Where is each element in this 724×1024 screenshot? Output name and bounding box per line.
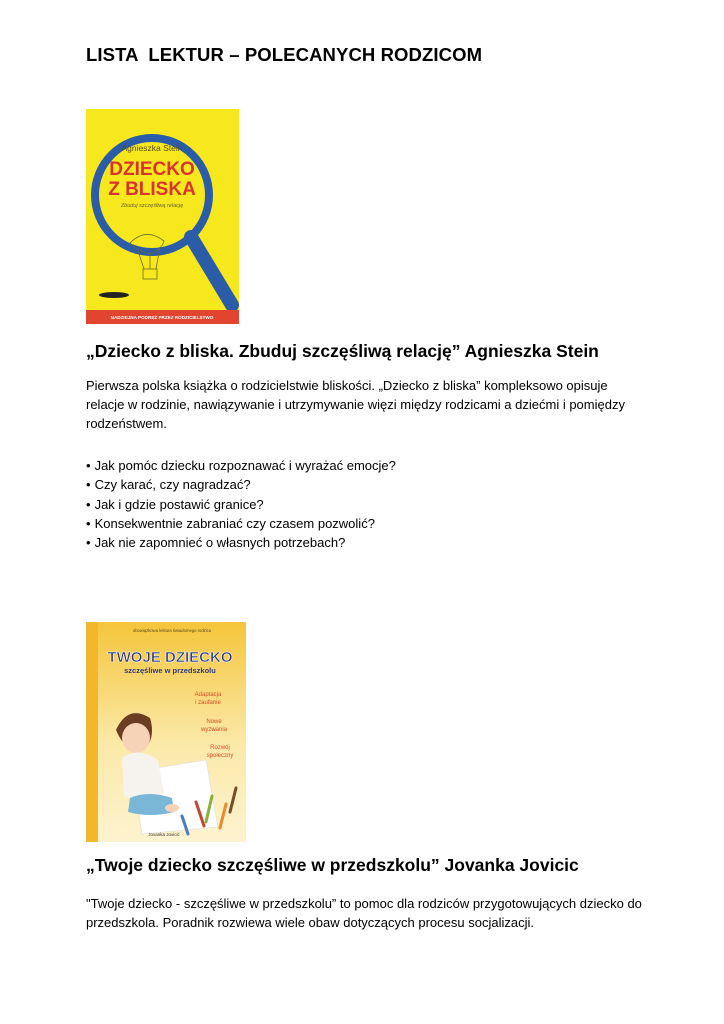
- bullet-icon: •: [86, 458, 91, 473]
- cover-tag: i zaufanie: [195, 700, 221, 706]
- cover-tag: wyzwania: [200, 727, 228, 733]
- cover-tag: Rozwój: [210, 745, 230, 751]
- bullet-icon: •: [86, 477, 91, 493]
- list-item-text: Czy karać, czy nagradzać?: [94, 477, 251, 493]
- page-title: LISTA LEKTUR – POLECANYCH RODZICOM: [86, 44, 483, 65]
- cover-illustration: [86, 109, 239, 324]
- cover-author: Agnieszka Stein: [121, 143, 183, 153]
- book-description-2: "Twoje dziecko - szczęśliwe w przedszkolu” to pomoc dla rodziców przygotowujących dziecko do przedszkola. Poradnik rozwiewa wiele obaw dotyczących procesu socjalizacji.: [86, 896, 642, 930]
- cover-title-line1: TWOJE DZIECKO: [107, 649, 233, 666]
- list-item-text: Jak pomóc dziecku rozpoznawać i wyrażać emocje?: [94, 458, 396, 473]
- list-item: [86, 456, 396, 475]
- book-title-1: „Dziecko z bliska. Zbuduj szczęśliwą relację” Agnieszka Stein: [86, 341, 599, 361]
- cover-subtitle: Zbuduj szczęśliwą relację: [120, 203, 184, 209]
- cover-title-line1: DZIECKO: [109, 159, 195, 180]
- list-item: [86, 475, 396, 494]
- book-cover-dziecko-z-bliska: [86, 109, 239, 324]
- list-item-text: Jak i gdzie postawić granice?: [94, 496, 264, 512]
- question-list: [86, 456, 396, 552]
- cover-tag: Nowe: [206, 719, 222, 725]
- cover-spine-strip: [86, 622, 98, 842]
- list-item: [86, 514, 396, 533]
- list-item-text: Jak nie zapomnieć o własnych potrzebach?: [94, 535, 346, 551]
- list-item: [86, 533, 396, 552]
- bullet-icon: •: [86, 535, 91, 551]
- cover-title-line2: Z BLISKA: [108, 179, 196, 200]
- book-cover-twoje-dziecko: [86, 622, 246, 842]
- cover-tag: społeczny: [206, 753, 234, 759]
- cover-illustration: [86, 622, 246, 842]
- list-item-text: Konsekwentnie zabraniać czy czasem pozwolić?: [94, 515, 375, 531]
- bullet-icon: •: [86, 515, 91, 531]
- cover-top-line: obowiązkowa lektura świadomego rodzica: [132, 628, 212, 633]
- cover-bottom-strip-text: NADZIEJNA PODRĘŻ PRZEZ RODZICIELSTWO: [110, 315, 214, 320]
- book-title-2: „Twoje dziecko szczęśliwe w przedszkolu” Jovanka Jovicic: [86, 855, 579, 875]
- cover-author: Jovanka Jovicić: [148, 832, 180, 837]
- publisher-logo: [99, 292, 129, 298]
- cover-tag: Adaptacja: [194, 692, 222, 698]
- list-item: [86, 495, 396, 514]
- book-description-1: Pierwsza polska książka o rodzicielstwie bliskości. „Dziecko z bliska” kompleksowo opisuje relacje w rodzinie, nawiązywanie i utrzymywanie więzi między rodzicami a dziećmi i pomiędzy rodzeństwem.: [86, 378, 625, 431]
- cover-title-line2: szczęśliwe w przedszkolu: [124, 666, 216, 675]
- bullet-icon: •: [86, 496, 91, 512]
